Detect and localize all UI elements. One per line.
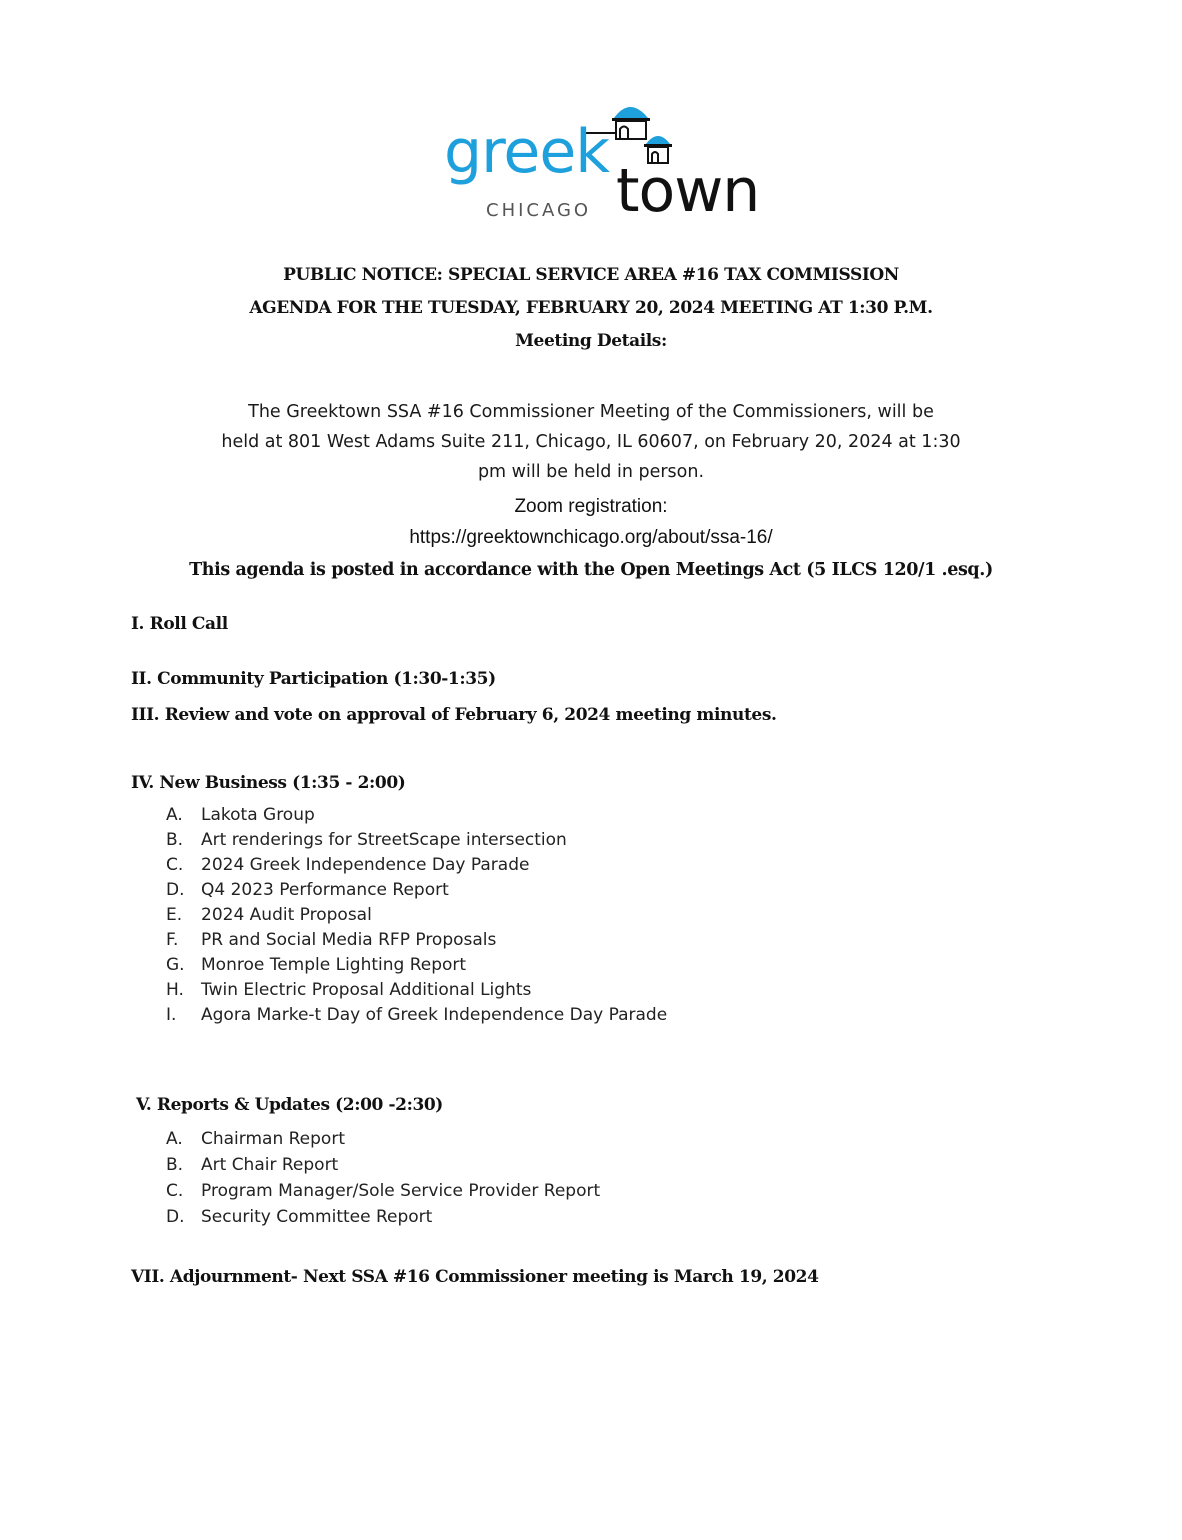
greektown-logo	[440, 96, 772, 226]
item-text: 2024 Audit Proposal	[201, 905, 372, 925]
logo-word-chicago: CHICAGO	[486, 200, 592, 221]
item-letter: E.	[166, 905, 183, 925]
item-letter: D.	[166, 1207, 185, 1227]
item-letter: I.	[166, 1005, 177, 1025]
item-text: PR and Social Media RFP Proposals	[201, 930, 497, 950]
item-text: Twin Electric Proposal Additional Lights	[201, 980, 532, 1000]
notice-title: PUBLIC NOTICE: SPECIAL SERVICE AREA #16 TAX COMMISSION	[283, 265, 899, 285]
meeting-details-heading: Meeting Details:	[515, 331, 667, 351]
item-letter: A.	[166, 1129, 183, 1149]
item-text: Lakota Group	[201, 805, 315, 825]
item-text: Agora Marke-t Day of Greek Independence Day Parade	[201, 1005, 668, 1025]
details-line-1: The Greektown SSA #16 Commissioner Meeting of the Commissioners, will be	[248, 402, 934, 422]
details-line-3: pm will be held in person.	[477, 462, 705, 482]
section-roll-call: I. Roll Call	[131, 614, 228, 634]
item-letter: B.	[166, 830, 184, 850]
details-line-2: held at 801 West Adams Suite 211, Chicago, IL 60607, on February 20, 2024 at 1:30	[221, 432, 961, 452]
section-new-business: IV. New Business (1:35 - 2:00)	[131, 773, 406, 793]
item-letter: H.	[166, 980, 184, 1000]
item-text: Q4 2023 Performance Report	[201, 880, 449, 900]
logo-word-greek: greek	[444, 117, 610, 187]
item-text: Art renderings for StreetScape intersection	[201, 830, 567, 850]
zoom-registration-label: Zoom registration:	[514, 496, 668, 517]
item-text: Monroe Temple Lighting Report	[201, 955, 467, 975]
section-reports-updates: V. Reports & Updates (2:00 -2:30)	[136, 1095, 443, 1115]
agenda-title: AGENDA FOR THE TUESDAY, FEBRUARY 20, 2024 MEETING AT 1:30 P.M.	[249, 298, 933, 318]
item-letter: B.	[166, 1155, 184, 1175]
item-letter: A.	[166, 805, 183, 825]
item-letter: C.	[166, 1181, 184, 1201]
open-meetings-notice: This agenda is posted in accordance with the Open Meetings Act (5 ILCS 120/1 .esq.)	[189, 560, 993, 580]
item-text: Program Manager/Sole Service Provider Report	[201, 1181, 601, 1201]
item-letter: D.	[166, 880, 185, 900]
section-community-participation: II. Community Participation (1:30-1:35)	[131, 669, 496, 689]
section-review-minutes: III. Review and vote on approval of February 6, 2024 meeting minutes.	[131, 705, 777, 725]
item-letter: F.	[166, 930, 179, 950]
item-letter: G.	[166, 955, 185, 975]
item-text: Security Committee Report	[201, 1207, 433, 1227]
item-text: 2024 Greek Independence Day Parade	[201, 855, 530, 875]
item-text: Art Chair Report	[201, 1155, 339, 1175]
logo-word-town: town	[616, 156, 760, 226]
section-adjournment: VII. Adjournment- Next SSA #16 Commissioner meeting is March 19, 2024	[131, 1267, 819, 1287]
item-letter: C.	[166, 855, 184, 875]
zoom-registration-link[interactable]: https://greektownchicago.org/about/ssa-16/	[409, 527, 773, 548]
item-text: Chairman Report	[201, 1129, 345, 1149]
